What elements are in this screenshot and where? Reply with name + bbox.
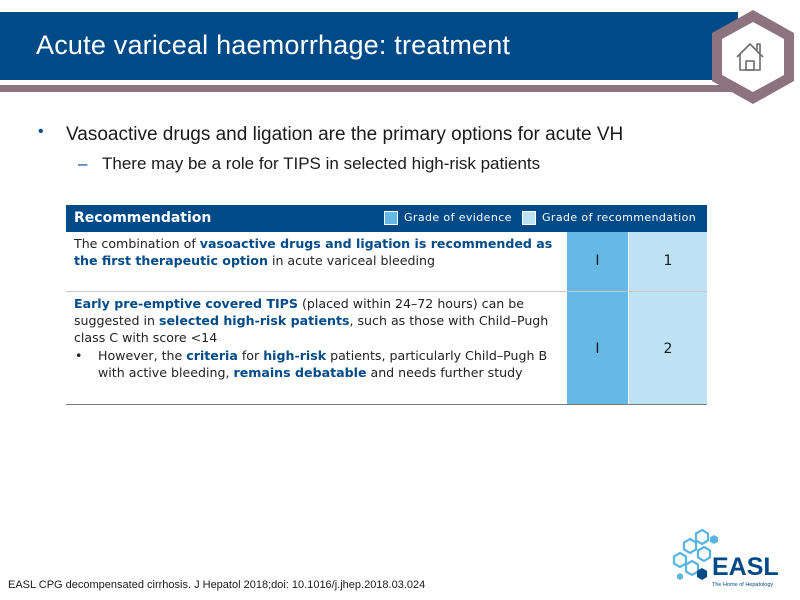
evidence-cell bbox=[566, 292, 629, 404]
bullet-dot: • bbox=[38, 123, 44, 140]
rec1-text-a: The combination of bbox=[74, 236, 200, 251]
rec2-subpoint-bullet: • bbox=[75, 347, 83, 363]
legend-evidence-swatch bbox=[384, 211, 398, 225]
recommendation-cell bbox=[629, 232, 707, 291]
rec2-highlight-b: selected high-risk patients bbox=[159, 313, 350, 329]
evidence-grade: I bbox=[595, 253, 600, 269]
rec2-highlight-a: Early pre-emptive covered TIPS bbox=[74, 296, 298, 311]
rec2-sub-text-c: patients, particularly Child–Pugh B with active bleeding, bbox=[98, 347, 548, 380]
evidence-cell bbox=[566, 232, 629, 291]
rec2-subpoint bbox=[74, 347, 564, 381]
recommendation-grade: 2 bbox=[663, 341, 673, 357]
rec2-sub-highlight-b: high-risk bbox=[263, 347, 327, 363]
citation-footer: EASL CPG decompensated cirrhosis. J Hepatol 2018;doi: 10.1016/j.jhep.2018.03.024 bbox=[8, 579, 426, 591]
rec2-sub-text-b: for bbox=[237, 347, 264, 363]
legend-evidence-label: Grade of evidence bbox=[404, 211, 512, 224]
rec2-sub-highlight-c: remains debatable bbox=[233, 364, 367, 380]
recommendation-table bbox=[66, 205, 707, 405]
rec2-text-b: , such as those with Child–Pugh class C with score <14 bbox=[74, 313, 549, 346]
rec2-sub-text-d: and needs further study bbox=[366, 364, 523, 380]
home-button[interactable] bbox=[706, 6, 800, 108]
table-header-title: Recommendation bbox=[74, 210, 212, 226]
recommendation-text-2 bbox=[74, 295, 564, 381]
bullet-dash: – bbox=[78, 154, 88, 173]
table-row bbox=[66, 232, 707, 292]
slide-title: Acute variceal haemorrhage: treatment bbox=[36, 30, 511, 60]
legend-recommendation-swatch bbox=[522, 211, 536, 225]
rec2-sub-highlight-a: criteria bbox=[186, 347, 238, 363]
bullet-main-text: Vasoactive drugs and ligation are the primary options for acute VH bbox=[66, 124, 624, 145]
table-header bbox=[66, 205, 707, 232]
rec1-highlight: vasoactive drugs and ligation is recommended as the first therapeutic option bbox=[74, 236, 553, 269]
recommendation-cell bbox=[629, 292, 707, 404]
rec1-text-b: in acute variceal bleeding bbox=[267, 253, 435, 269]
legend-recommendation-label: Grade of recommendation bbox=[542, 211, 697, 224]
evidence-grade: I bbox=[595, 341, 600, 357]
rec2-sub-text-a: However, the bbox=[98, 347, 187, 363]
recommendation-text-1 bbox=[74, 235, 564, 269]
easl-logo-text: EASL bbox=[712, 553, 779, 581]
easl-hexagon-cluster-icon bbox=[672, 525, 794, 590]
home-icon bbox=[706, 6, 800, 108]
title-underline bbox=[0, 85, 738, 92]
bullet-sub bbox=[78, 154, 541, 174]
bullet-sub-text: There may be a role for TIPS in selected high-risk patients bbox=[102, 154, 541, 173]
easl-logo-tagline: The Home of Hepatology bbox=[712, 582, 774, 588]
recommendation-grade: 1 bbox=[663, 253, 673, 269]
easl-logo bbox=[672, 525, 794, 590]
table-row bbox=[66, 292, 707, 405]
rec2-text-a: (placed within 24–72 hours) can be suggested in bbox=[74, 296, 525, 329]
